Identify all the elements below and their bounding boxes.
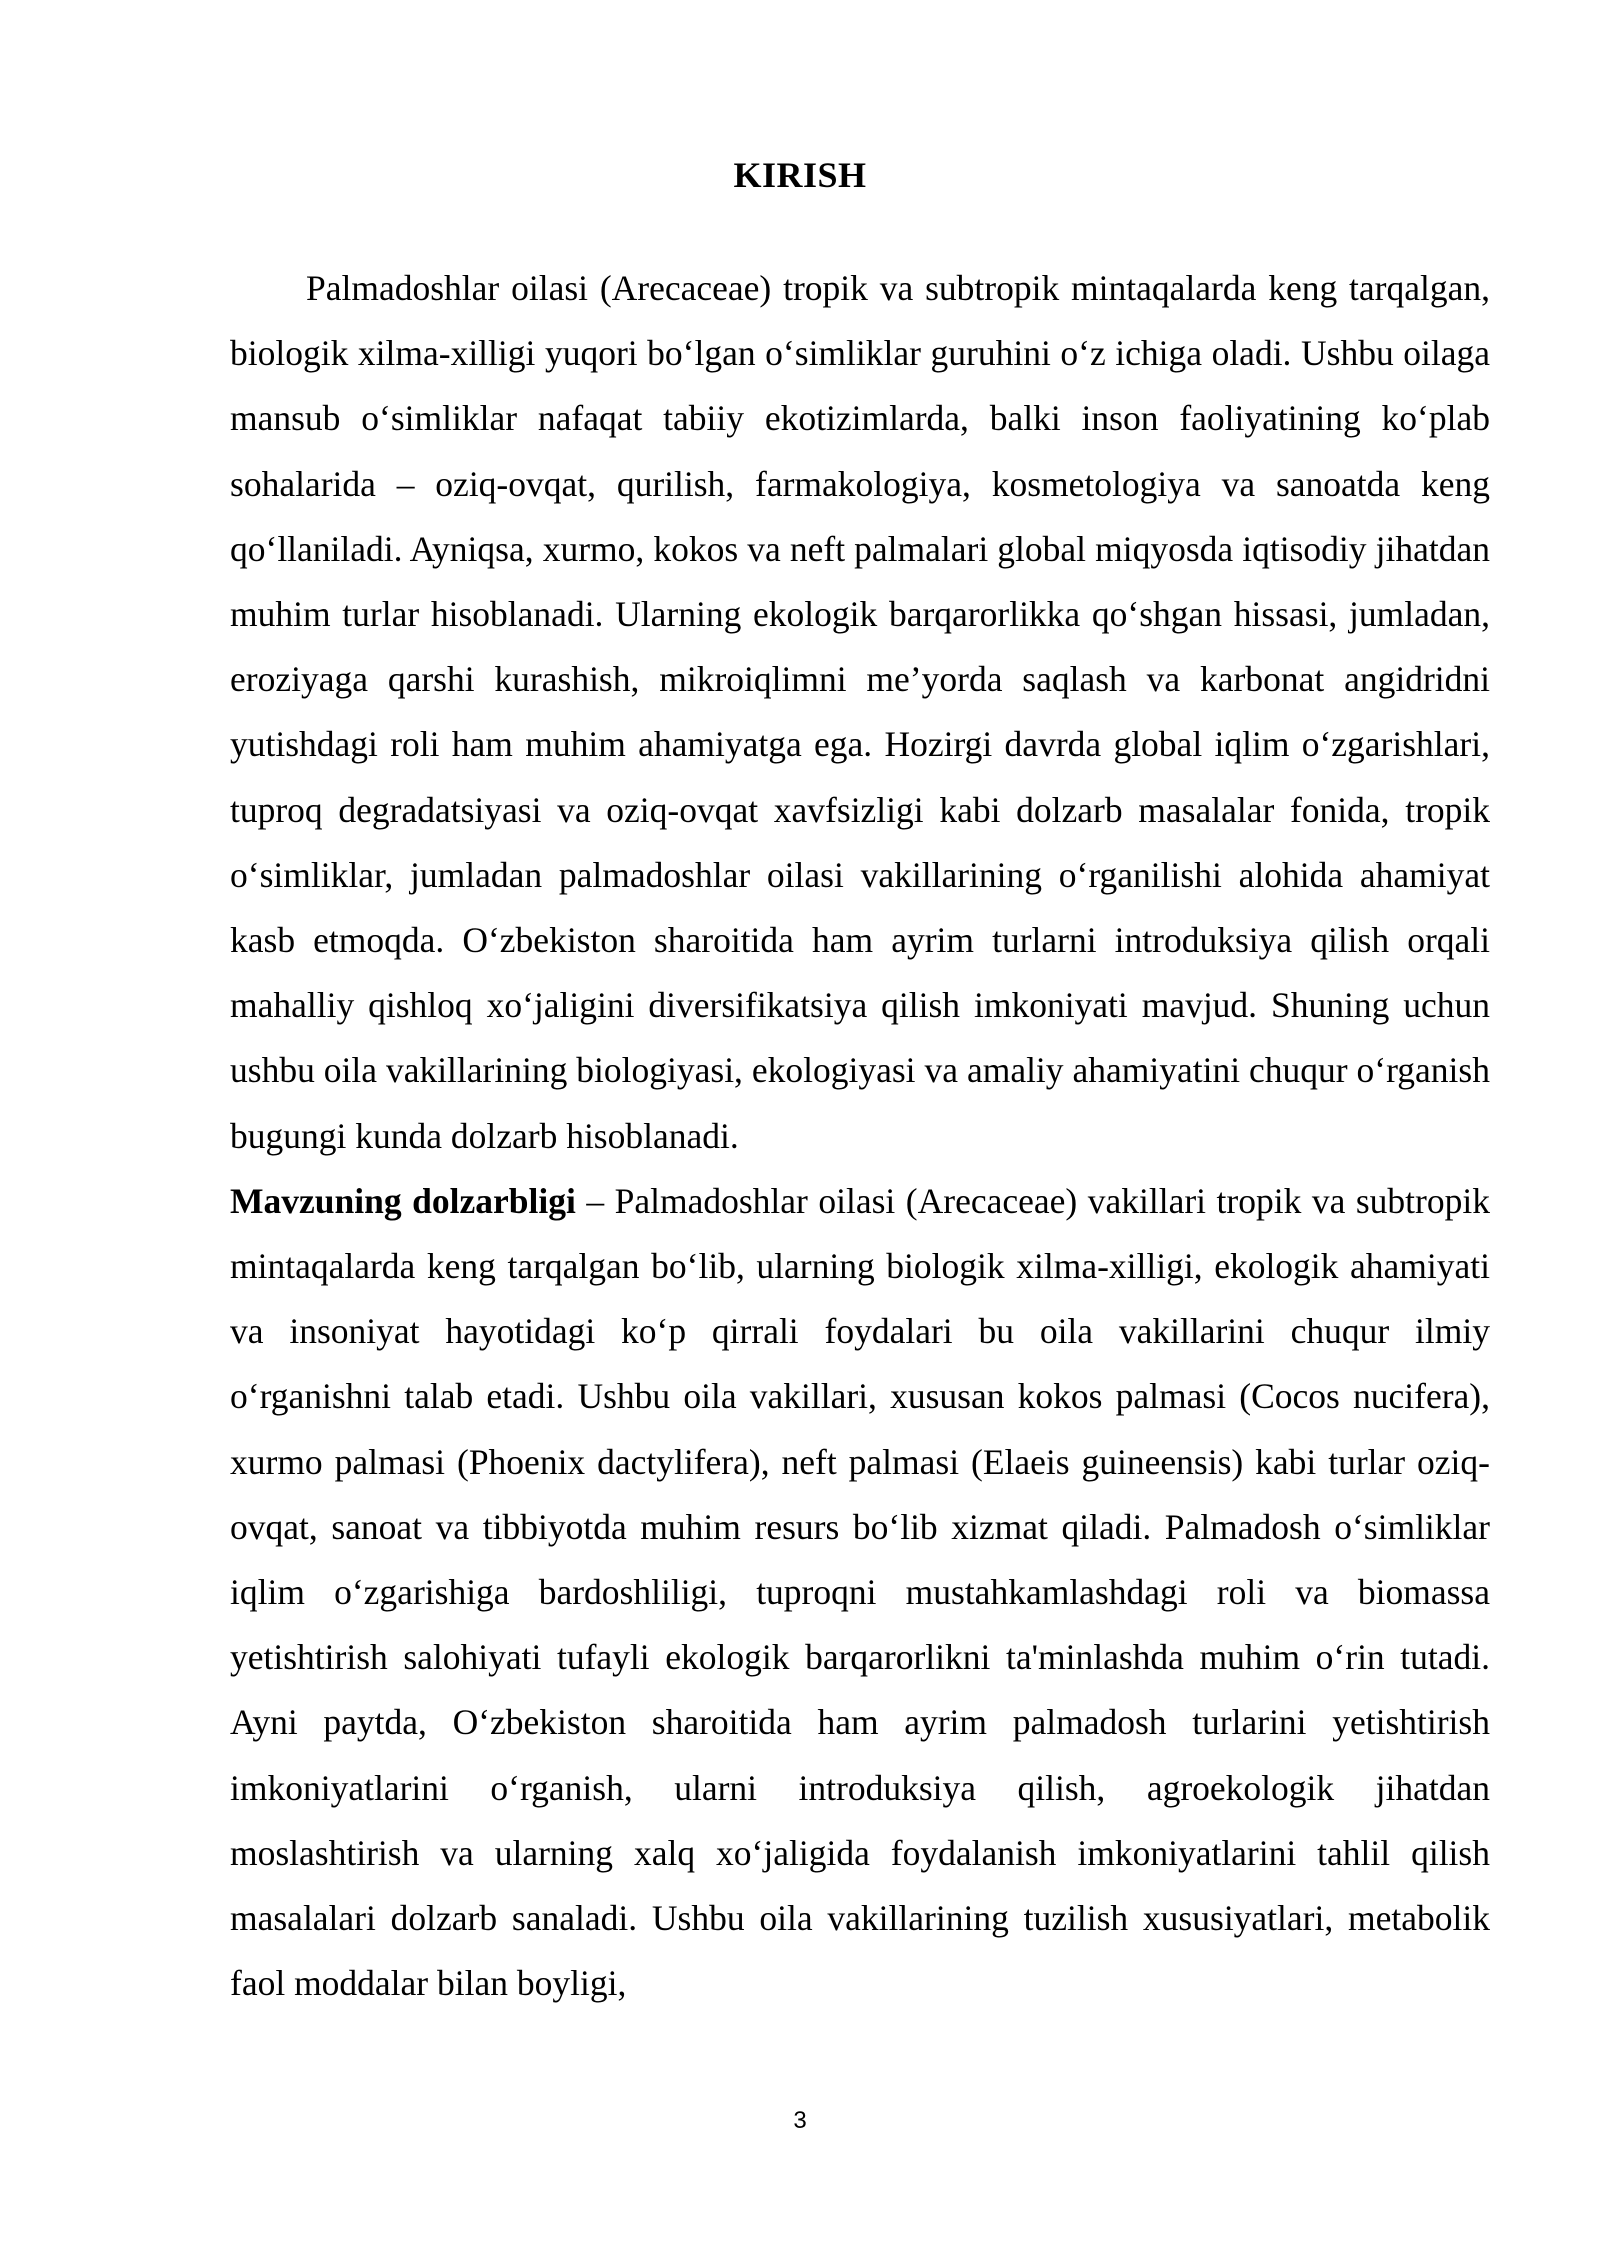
intro-paragraph: Palmadoshlar oilasi (Arecaceae) tropik va subtropik mintaqalarda keng tarqalgan, biologik xilma-xilligi yuqori bo‘lgan o‘simliklar guruhini o‘z ichiga oladi. Ushbu oilaga mansub o‘simliklar nafaqat tabiiy ekotizimlarda, balki inson faoliyatining ko‘plab sohalarida – oziq-ovqat, qurilish, farmakologiya, kosmetologiya va sanoatda keng qo‘llaniladi. Ayniqsa, xurmo, kokos va neft palmalari global miqyosda iqtisodiy jihatdan muhim turlar hisoblanadi. Ularning ekologik barqarorlikka qo‘shgan hissasi, jumladan, eroziyaga qarshi kurashish, mikroiqlimni me’yorda saqlash va karbonat angidridni yutishdagi roli ham muhim ahamiyatga ega. Hozirgi davrda global iqlim o‘zgarishlari, tuproq degradatsiyasi va oziq-ovqat xavfsizligi kabi dolzarb masalalar fonida, tropik o‘simliklar, jumladan palmadoshlar oilasi vakillarining o‘rganilishi alohida ahamiyat kasb etmoqda. O‘zbekiston sharoitida ham ayrim turlarni introduksiya qilish orqali mahalliy qishloq xo‘jaligini diversifikatsiya qilish imkoniyati mavjud. Shuning uchun ushbu oila vakillarining biologiyasi, ekologiyasi va amaliy ahamiyatini chuqur o‘rganish bugungi kunda dolzarb hisoblanadi. xyxy=(230,268,1490,1156)
relevance-text: – Palmadoshlar oilasi (Arecaceae) vakillari tropik va subtropik mintaqalarda keng tarqalgan bo‘lib, ularning biologik xilma-xilligi, ekologik ahamiyati va insoniyat hayotidagi ko‘p qirrali foydalari bu oila vakillarini chuqur ilmiy o‘rganishni talab etadi. Ushbu oila vakillari, xususan kokos palmasi (Cocos nucifera), xurmo palmasi (Phoenix dactylifera), neft palmasi (Elaeis guineensis) kabi turlar oziq-ovqat, sanoat va tibbiyotda muhim resurs bo‘lib xizmat qiladi. Palmadosh o‘simliklar iqlim o‘zgarishiga bardoshliligi, tuproqni mustahkamlashdagi roli va biomassa yetishtirish salohiyati tufayli ekologik barqarorlikni ta'minlashda muhim o‘rin tutadi. Ayni paytda, O‘zbekiston sharoitida ham ayrim palmadosh turlarini yetishtirish imkoniyatlarini o‘rganish, ularni introduksiya qilish, agroekologik jihatdan moslashtirish va ularning xalq xo‘jaligida foydalanish imkoniyatlarini tahlil qilish masalalari dolzarb sanaladi. Ushbu oila vakillarining tuzilish xususiyatlari, metabolik faol moddalar bilan boyligi, xyxy=(230,1180,1490,2004)
relevance-paragraph xyxy=(230,1169,1490,2017)
body-text xyxy=(230,256,1490,2016)
section-heading: KIRISH xyxy=(733,155,867,195)
page-number: 3 xyxy=(793,2107,807,2134)
relevance-term: Mavzuning dolzarbligi xyxy=(230,1180,576,1221)
